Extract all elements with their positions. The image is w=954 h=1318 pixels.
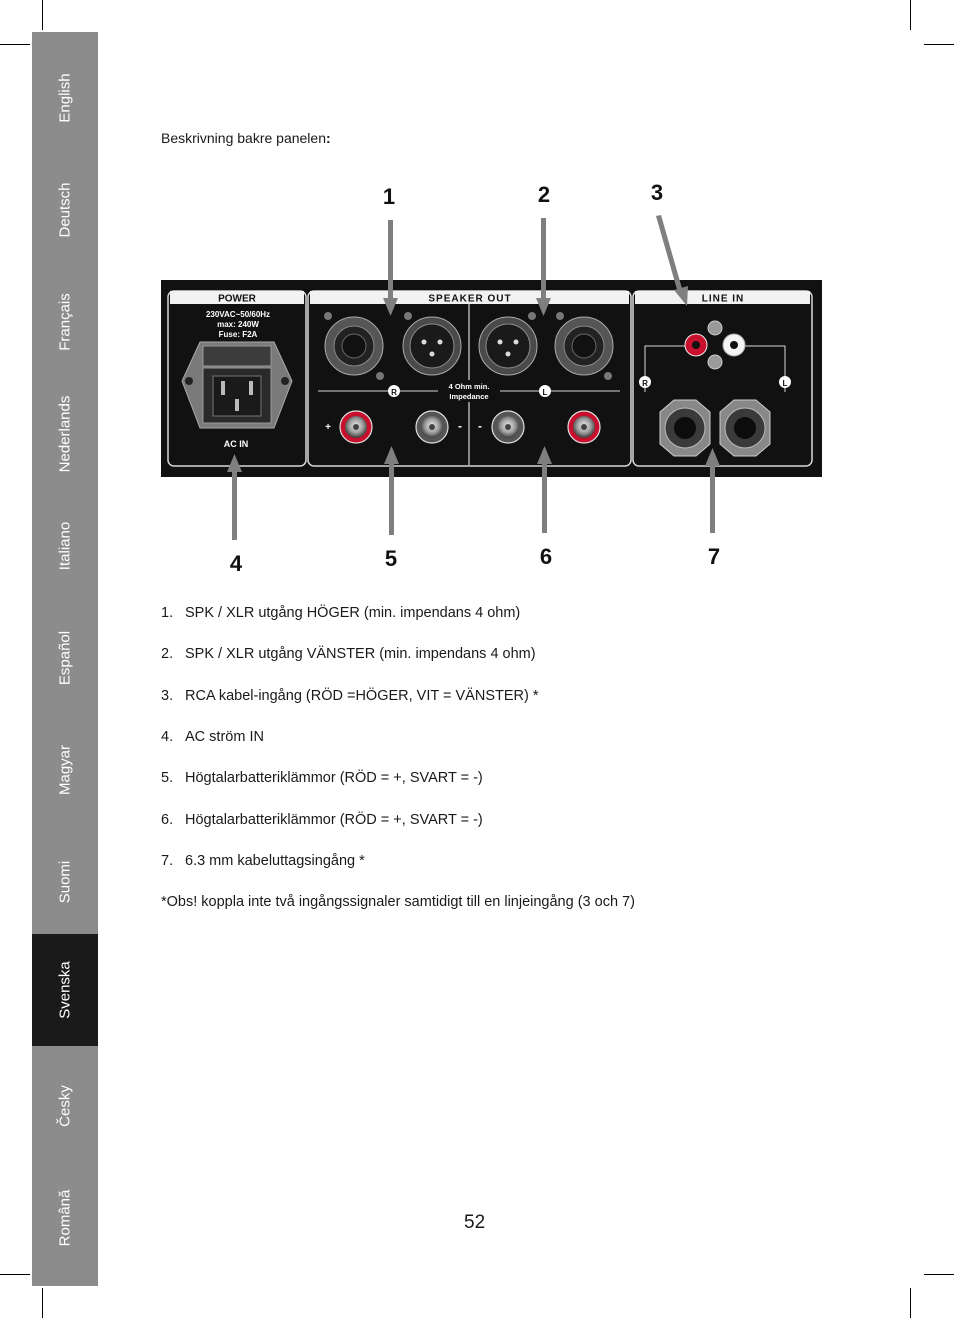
list-item-number: 1. (161, 605, 174, 621)
warning-note: *Obs! koppla inte två ingångssignaler samtidigt till en linjeingång (3 och 7) (161, 894, 635, 910)
list-item-text: SPK / XLR utgång VÄNSTER (min. impendans 4 ohm) (185, 646, 536, 662)
list-item (161, 770, 483, 786)
power-spec-voltage: 230VAC~50/60Hz (205, 310, 271, 319)
list-item-number: 7. (161, 853, 174, 869)
screw-icon (708, 355, 722, 369)
screw-icon (185, 377, 193, 385)
language-label: Česky (56, 1085, 74, 1127)
power-title: POWER (218, 293, 256, 305)
language-label: Italiano (56, 521, 74, 571)
list-item-text: RCA kabel-ingång (RÖD =HÖGER, VIT = VÄNSTER) * (185, 688, 539, 704)
list-item-number: 5. (161, 770, 174, 786)
list-item (161, 853, 365, 869)
callout-number-1: 1 (382, 184, 396, 209)
callout-arrow-5 (389, 462, 394, 535)
list-item (161, 605, 520, 621)
speaker-out-title: SPEAKER OUT (428, 293, 512, 305)
speaker-l-label: L (542, 388, 548, 397)
line-in-r-label: R (642, 379, 648, 388)
callout-arrow-1 (388, 220, 393, 302)
language-label: Română (56, 1189, 74, 1247)
list-item-text: SPK / XLR utgång HÖGER (min. impendans 4 ohm) (185, 605, 521, 621)
impedance-label-line2: Impedance (449, 392, 489, 401)
language-label: Deutsch (56, 182, 74, 238)
ac-pin-icon (235, 399, 239, 411)
list-item (161, 812, 483, 828)
minus-sign: - (458, 419, 462, 433)
callout-arrow-6 (542, 462, 547, 533)
list-item-number: 2. (161, 646, 174, 662)
language-label: Nederlands (56, 395, 74, 473)
plus-sign: + (325, 422, 331, 433)
callout-number-2: 2 (537, 182, 551, 207)
ac-pin-icon (249, 381, 253, 395)
impedance-label-line1: 4 Ohm min. (448, 382, 490, 391)
binding-post-black-r[interactable] (416, 411, 448, 443)
jack-input-l[interactable] (720, 400, 770, 456)
screw-icon (281, 377, 289, 385)
list-item-text: 6.3 mm kabeluttagsingång * (185, 853, 365, 869)
list-item-number: 6. (161, 812, 174, 828)
callout-number-3: 3 (650, 180, 664, 205)
list-item-text: AC ström IN (185, 729, 264, 745)
binding-post-red-l[interactable] (568, 411, 600, 443)
binding-post-red-r[interactable] (340, 411, 372, 443)
speaker-r-label: R (391, 388, 397, 397)
callout-number-7: 7 (707, 544, 721, 569)
callout-number-5: 5 (384, 546, 398, 571)
list-item-text: Högtalarbatteriklämmor (RÖD = +, SVART = -) (185, 812, 483, 828)
heading-colon: : (326, 130, 331, 146)
rca-input-red[interactable] (685, 334, 707, 356)
language-label: Magyar (56, 744, 74, 796)
callout-arrow-4 (232, 470, 237, 540)
ac-pin-icon (221, 381, 225, 395)
list-item-number: 3. (161, 688, 174, 704)
callout-arrow-7 (710, 464, 715, 533)
callout-number-6: 6 (539, 544, 553, 569)
list-item-text: Högtalarbatteriklämmor (RÖD = +, SVART = -) (185, 770, 483, 786)
heading-text: Beskrivning bakre panelen (161, 130, 326, 146)
callout-number-4: 4 (229, 551, 243, 576)
list-item-number: 4. (161, 729, 174, 745)
language-label: Español (56, 630, 74, 686)
list-item (161, 729, 264, 745)
line-in-l-label: L (782, 379, 788, 388)
power-spec-fuse: Fuse: F2A (218, 330, 258, 339)
page-number: 52 (464, 1212, 486, 1233)
language-label: Svenska (56, 961, 74, 1019)
jack-input-r[interactable] (660, 400, 710, 456)
language-label: Français (56, 293, 74, 351)
screw-icon (708, 321, 722, 335)
binding-post-black-l[interactable] (492, 411, 524, 443)
fuse-drawer (203, 346, 271, 366)
line-in-title: LINE IN (701, 293, 745, 305)
list-item (161, 646, 536, 662)
callout-arrow-2 (541, 218, 546, 302)
language-label: English (56, 73, 74, 123)
minus-sign: - (478, 419, 482, 433)
power-spec-max: max: 240W (217, 320, 259, 329)
ac-in-label: AC IN (223, 439, 249, 449)
language-label: Suomi (56, 860, 74, 904)
rca-input-white[interactable] (723, 334, 745, 356)
list-item (161, 688, 539, 704)
